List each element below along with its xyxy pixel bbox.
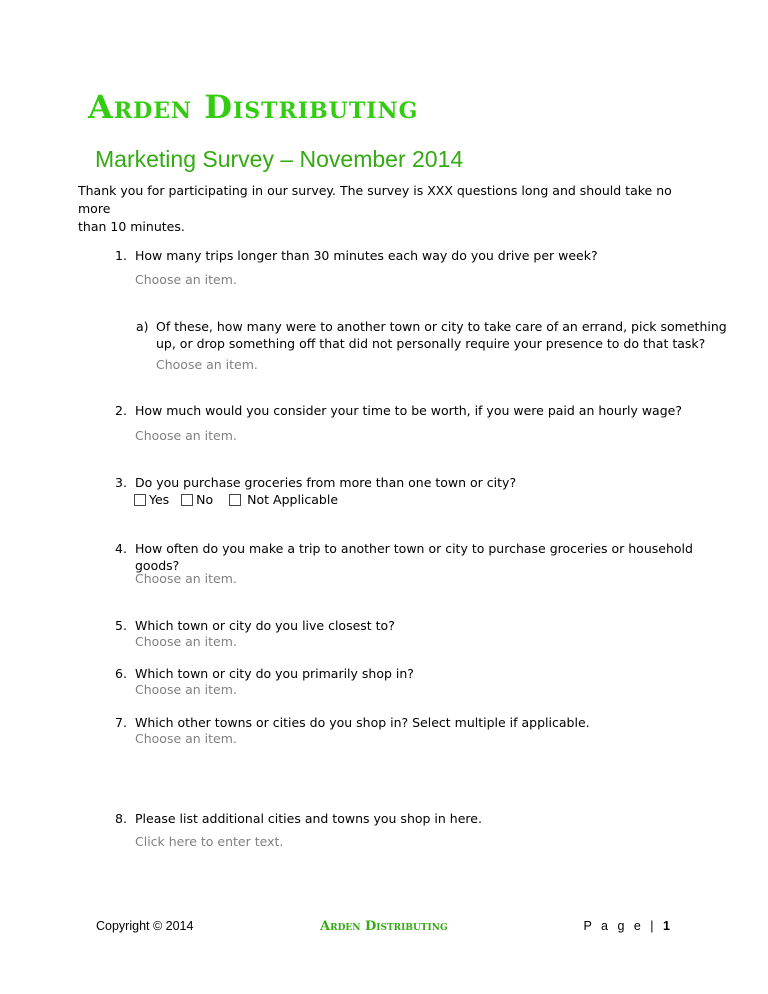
question-1-dropdown[interactable]: Choose an item. (135, 272, 237, 287)
question-8-text-field[interactable]: Click here to enter text. (135, 834, 284, 849)
question-text: Please list additional cities and towns you shop in here. (135, 811, 482, 826)
question-number: 5. (115, 618, 127, 633)
checkbox-icon[interactable] (229, 494, 241, 506)
option-yes[interactable] (134, 492, 169, 507)
intro-line-1: Thank you for participating in our survey. The survey is XXX questions long and should take no more (78, 183, 672, 216)
question-2-dropdown[interactable]: Choose an item. (135, 428, 237, 443)
footer-company: Arden Distributing (320, 919, 448, 934)
question-number: 3. (115, 475, 127, 490)
question-3-options (134, 492, 346, 509)
intro-paragraph (78, 182, 690, 236)
question-text: Which town or city do you primarily shop in? (135, 666, 414, 681)
option-not-applicable[interactable] (225, 492, 338, 507)
question-1a-dropdown[interactable]: Choose an item. (156, 357, 258, 372)
checkbox-icon[interactable] (134, 494, 146, 506)
question-6-dropdown[interactable]: Choose an item. (135, 682, 237, 697)
question-text: Which other towns or cities do you shop in? Select multiple if applicable. (135, 715, 590, 730)
question-text-line-1: How often do you make a trip to another town or city to purchase groceries or household (135, 541, 693, 556)
page-number: 1 (663, 919, 670, 933)
question-4-dropdown[interactable]: Choose an item. (135, 571, 237, 586)
page-label: P a g e | (583, 919, 657, 933)
question-text: Do you purchase groceries from more than one town or city? (135, 475, 517, 490)
question-text: Which town or city do you live closest to? (135, 618, 395, 633)
option-label: Yes (149, 492, 170, 507)
question-text-line-2: up, or drop something off that did not personally require your presence to do that task? (156, 336, 706, 351)
question-5-dropdown[interactable]: Choose an item. (135, 634, 237, 649)
question-text: How many trips longer than 30 minutes each way do you drive per week? (135, 248, 598, 263)
option-label: Not Applicable (247, 492, 339, 507)
question-text-line-2: goods? (135, 558, 180, 573)
survey-title: Marketing Survey – November 2014 (95, 146, 464, 172)
question-text-line-1: Of these, how many were to another town or city to take care of an errand, pick something (156, 319, 727, 334)
intro-line-2: than 10 minutes. (78, 219, 185, 234)
company-title: Arden Distributing (88, 88, 419, 126)
question-text: How much would you consider your time to be worth, if you were paid an hourly wage? (135, 403, 682, 418)
question-number: a) (136, 319, 149, 334)
option-no[interactable] (181, 492, 213, 507)
question-number: 8. (115, 811, 127, 826)
footer-copyright: Copyright © 2014 (96, 919, 194, 933)
question-number: 7. (115, 715, 127, 730)
question-7-dropdown[interactable]: Choose an item. (135, 731, 237, 746)
footer-page-indicator (583, 919, 670, 933)
question-number: 4. (115, 541, 127, 556)
checkbox-icon[interactable] (181, 494, 193, 506)
question-number: 6. (115, 666, 127, 681)
question-number: 1. (115, 248, 127, 263)
option-label: No (196, 492, 214, 507)
question-number: 2. (115, 403, 127, 418)
